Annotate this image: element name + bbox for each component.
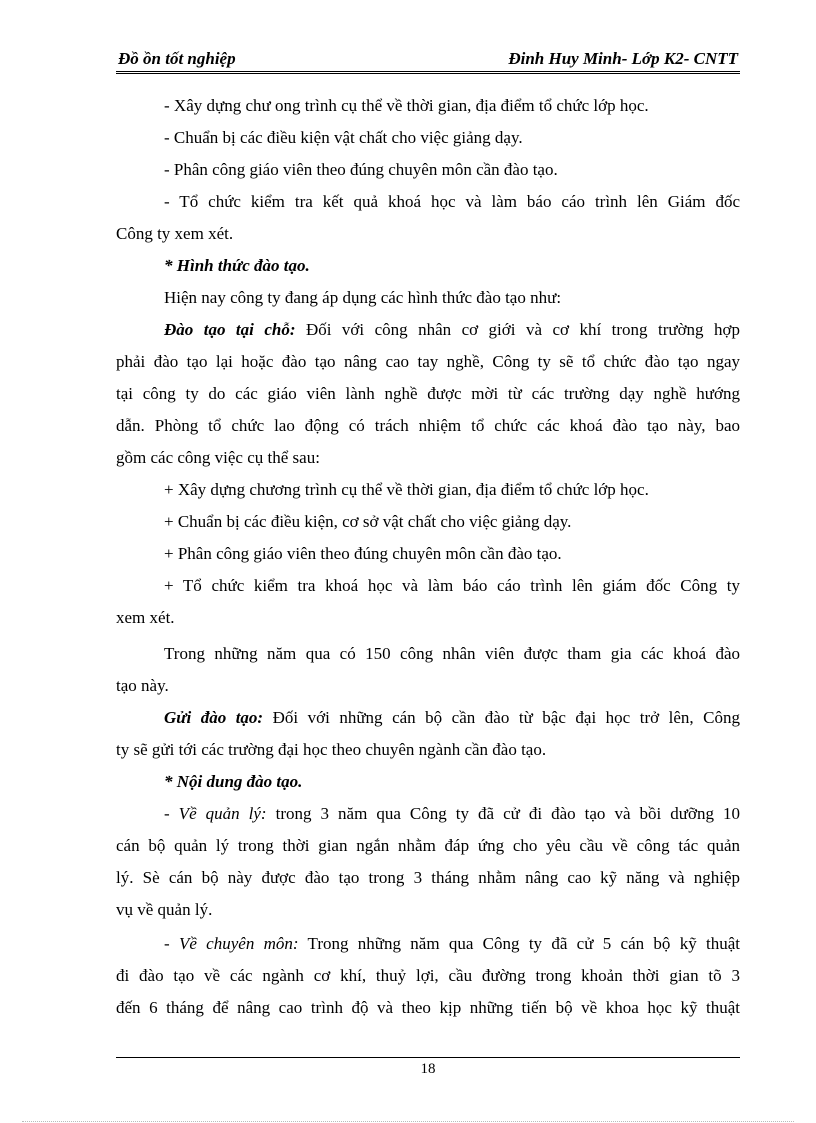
paragraph-text: trong 3 năm qua Công ty đã cử đi đào tạo và bồi dưỡng 10 [266, 804, 740, 823]
paragraph-line: lý. Sè cán bộ này được đào tạo trong 3 tháng nhằm nâng cao kỹ năng và nghiệp [116, 868, 740, 887]
page-header [116, 49, 740, 74]
page-number: 18 [420, 1061, 436, 1077]
paragraph-line [116, 314, 740, 346]
paragraph-line: cán bộ quản lý trong thời gian ngắn nhằm đáp ứng cho yêu cầu về công tác quản [116, 836, 740, 855]
paragraph-line: Trong những năm qua có 150 công nhân viên được tham gia các khoá đào [164, 644, 740, 663]
header-author: Đinh Huy Minh- Lớp K2- CNTT [508, 49, 738, 68]
paragraph-line: Hiện nay công ty đang áp dụng các hình thức đào tạo như: [164, 288, 562, 307]
paragraph-text: Đối với công nhân cơ giới và cơ khí trong trường hợp [295, 320, 740, 339]
paragraph-line: tại công ty do các giáo viên lành nghề được mời từ các trường dạy nghề hướng [116, 384, 740, 403]
paragraph-line: xem xét. [116, 608, 175, 627]
term-label: - Về chuyên môn: [164, 934, 299, 953]
page-break-line [22, 1121, 794, 1122]
paragraph-line: + Tổ chức kiểm tra khoá học và làm báo cáo trình lên giám đốc Công ty [164, 576, 740, 595]
paragraph-line: gồm các công việc cụ thể sau: [116, 448, 320, 467]
paragraph-line: + Xây dựng chương trình cụ thể về thời gian, địa điểm tổ chức lớp học. [164, 480, 649, 499]
paragraph-line [116, 798, 740, 830]
term-label: Đào tạo tại chỗ: [164, 320, 296, 339]
paragraph-line: đến 6 tháng để nâng cao trình độ và theo kịp những tiến bộ về khoa học kỹ thuật [116, 998, 740, 1017]
paragraph-line: đi đào tạo về các ngành cơ khí, thuỷ lợi, cầu đường trong khoản thời gian tõ 3 [116, 966, 740, 985]
paragraph-text: Trong những năm qua Công ty đã cử 5 cán bộ kỹ thuật [298, 934, 740, 953]
paragraph-line: - Phân công giáo viên theo đúng chuyên môn cần đào tạo. [164, 160, 558, 179]
term-label: - Về quản lý: [164, 804, 267, 823]
paragraph-line: tạo này. [116, 676, 169, 695]
section-heading: * Hình thức đào tạo. [164, 256, 310, 275]
paragraph-text: Đối với những cán bộ cần đào từ bậc đại học trở lên, Công [263, 708, 740, 727]
paragraph-line [116, 928, 740, 960]
paragraph-line: + Chuẩn bị các điều kiện, cơ sở vật chất cho việc giảng dạy. [164, 512, 572, 531]
paragraph-line: ty sẽ gửi tới các trường đại học theo chuyên ngành cần đào tạo. [116, 740, 547, 759]
paragraph-line: - Chuẩn bị các điều kiện vật chất cho việc giảng dạy. [164, 128, 523, 147]
paragraph-line: dẫn. Phòng tổ chức lao động có trách nhiệm tổ chức các khoá đào tạo này, bao [116, 416, 740, 435]
header-thesis-title: Đồ ồn tốt nghiệp [118, 49, 236, 68]
paragraph-line: Công ty xem xét. [116, 224, 234, 243]
section-heading: * Nội dung đào tạo. [164, 772, 303, 791]
paragraph-line [116, 702, 740, 734]
paragraph-line: phải đào tạo lại hoặc đào tạo nâng cao tay nghề, Công ty sẽ tổ chức đào tạo ngay [116, 352, 740, 371]
footer-divider [116, 1057, 740, 1058]
paragraph-line: - Tổ chức kiểm tra kết quả khoá học và làm báo cáo trình lên Giám đốc [164, 192, 740, 211]
paragraph-line: + Phân công giáo viên theo đúng chuyên môn cần đào tạo. [164, 544, 562, 563]
term-label: Gửi đào tạo: [164, 708, 264, 727]
paragraph-line: vụ về quản lý. [116, 900, 213, 919]
paragraph-line: - Xây dựng chư ong trình cụ thể về thời gian, địa điểm tổ chức lớp học. [164, 96, 649, 115]
